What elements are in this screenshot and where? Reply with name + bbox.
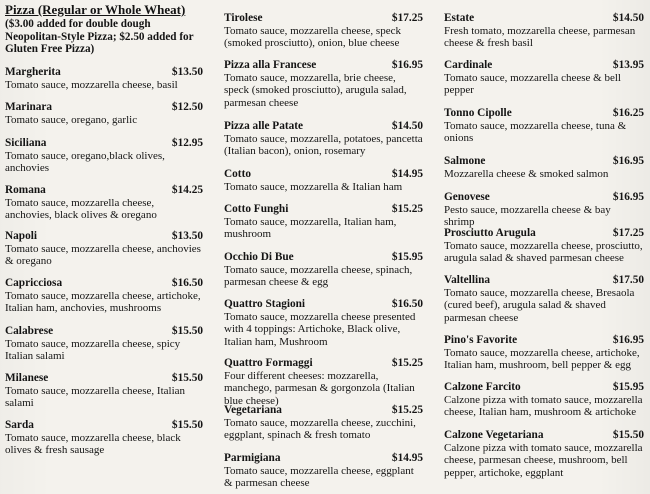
menu-item-row bbox=[5, 230, 203, 243]
menu-item bbox=[5, 372, 203, 410]
item-price: $16.25 bbox=[612, 107, 644, 119]
item-description: Calzone pizza with tomato sauce, mozzarella cheese, Italian ham, mushroom & artichoke bbox=[444, 394, 643, 419]
item-name: Cotto bbox=[224, 168, 251, 180]
item-price: $14.25 bbox=[171, 184, 203, 196]
menu-item bbox=[444, 227, 644, 265]
menu-item bbox=[5, 66, 203, 91]
menu-item-row bbox=[444, 381, 644, 394]
item-name: Vegetariana bbox=[224, 404, 282, 416]
menu-item-row bbox=[5, 277, 203, 290]
item-price: $15.25 bbox=[391, 357, 423, 369]
menu-item-row bbox=[224, 12, 423, 25]
item-price: $15.25 bbox=[391, 203, 423, 215]
item-price: $14.50 bbox=[391, 120, 423, 132]
menu-item bbox=[5, 419, 203, 457]
item-name: Estate bbox=[444, 12, 475, 24]
menu-item-row bbox=[5, 137, 203, 150]
item-price: $12.50 bbox=[171, 101, 203, 113]
item-price: $15.50 bbox=[171, 325, 203, 337]
menu-item bbox=[224, 251, 423, 289]
menu-item bbox=[5, 137, 203, 175]
menu-item-row bbox=[444, 429, 644, 442]
item-description: Tomato sauce, mozzarella cheese, Bresaola (cured beef), arugula salad & shaved parmesan cheese bbox=[444, 287, 635, 324]
item-description: Tomato sauce, mozzarella cheese, artichoke, Italian ham, anchovies, mushrooms bbox=[5, 290, 201, 315]
item-description: Tomato sauce, mozzarella cheese presented with 4 toppings: Artichoke, Black olive, Italian ham, Mushroom bbox=[224, 311, 416, 348]
menu-item-row bbox=[224, 298, 423, 311]
item-price: $14.95 bbox=[391, 168, 423, 180]
menu-item-row bbox=[444, 334, 644, 347]
item-description: Tomato sauce, mozzarella cheese, spinach, parmesan cheese & egg bbox=[224, 264, 413, 289]
item-description: Mozzarella cheese & smoked salmon bbox=[444, 168, 609, 180]
item-price: $15.25 bbox=[391, 404, 423, 416]
menu-item bbox=[5, 230, 203, 268]
item-price: $16.50 bbox=[171, 277, 203, 289]
item-name: Quattro Stagioni bbox=[224, 298, 306, 310]
item-name: Calzone Vegetariana bbox=[444, 429, 544, 441]
menu-item bbox=[5, 277, 203, 315]
menu-item bbox=[224, 59, 423, 109]
item-description: Tomato sauce, mozzarella cheese, basil bbox=[5, 79, 178, 91]
item-description: Tomato sauce, mozzarella, brie cheese, speck (smoked prosciutto), arugula salad, parmesan cheese bbox=[224, 72, 407, 109]
item-name: Napoli bbox=[5, 230, 38, 242]
menu-item-row bbox=[224, 404, 423, 417]
menu-item-row bbox=[224, 357, 423, 370]
menu-item-row bbox=[5, 66, 203, 79]
menu-item bbox=[444, 381, 644, 419]
item-description: Tomato sauce, mozzarella cheese, prosciutto, arugula salad & shaved parmesan cheese bbox=[444, 240, 643, 265]
menu-item bbox=[5, 101, 203, 126]
menu-item bbox=[224, 203, 423, 241]
item-price: $14.95 bbox=[391, 452, 423, 464]
menu-item bbox=[224, 120, 423, 158]
item-price: $16.95 bbox=[391, 59, 423, 71]
menu-item-row bbox=[224, 251, 423, 264]
item-price: $16.95 bbox=[612, 155, 644, 167]
menu-item-row bbox=[444, 59, 644, 72]
menu-item bbox=[224, 298, 423, 348]
item-name: Cotto Funghi bbox=[224, 203, 289, 215]
item-name: Salmone bbox=[444, 155, 486, 167]
item-name: Cardinale bbox=[444, 59, 493, 71]
item-price: $12.95 bbox=[171, 137, 203, 149]
item-description: Tomato sauce, mozzarella cheese & bell pepper bbox=[444, 72, 621, 97]
item-name: Genovese bbox=[444, 191, 490, 203]
item-description: Tomato sauce, mozzarella cheese, anchovies & oregano bbox=[5, 243, 201, 268]
item-price: $17.50 bbox=[612, 274, 644, 286]
item-description: Tomato sauce, mozzarella, Italian ham, mushroom bbox=[224, 216, 397, 241]
item-description: Tomato sauce, mozzarella cheese, tuna & onions bbox=[444, 120, 627, 145]
menu-item-row bbox=[5, 372, 203, 385]
item-description: Tomato sauce, mozzarella cheese, zucchini, eggplant, spinach & fresh tomato bbox=[224, 417, 416, 442]
item-price: $14.50 bbox=[612, 12, 644, 24]
menu-item-row bbox=[224, 59, 423, 72]
menu-item-row bbox=[5, 325, 203, 338]
menu-item bbox=[224, 452, 423, 490]
section-note: ($3.00 added for double dough Neopolitan-Style Pizza; $2.50 added for Gluten Free Pizza) bbox=[5, 18, 194, 55]
item-name: Tonno Cipolle bbox=[444, 107, 512, 119]
item-name: Parmigiana bbox=[224, 452, 281, 464]
item-name: Marinara bbox=[5, 101, 53, 113]
item-price: $15.50 bbox=[612, 429, 644, 441]
item-description: Fresh tomato, mozzarella cheese, parmesan cheese & fresh basil bbox=[444, 25, 636, 50]
item-name: Valtellina bbox=[444, 274, 491, 286]
menu-item-row bbox=[224, 452, 423, 465]
item-price: $16.95 bbox=[612, 334, 644, 346]
item-name: Pizza alla Francese bbox=[224, 59, 317, 71]
item-description: Tomato sauce, mozzarella cheese, Italian salami bbox=[5, 385, 186, 410]
section-title: Pizza (Regular or Whole Wheat) bbox=[5, 2, 186, 17]
menu-column-1 bbox=[5, 0, 203, 457]
menu-item-row bbox=[444, 227, 644, 240]
menu-item-row bbox=[444, 191, 644, 204]
menu-item-row bbox=[444, 12, 644, 25]
menu-header bbox=[5, 3, 203, 56]
menu-item bbox=[444, 107, 644, 145]
menu-item bbox=[5, 184, 203, 222]
item-name: Capricciosa bbox=[5, 277, 63, 289]
item-description: Tomato sauce, mozzarella & Italian ham bbox=[224, 181, 403, 193]
item-name: Margherita bbox=[5, 66, 61, 78]
item-price: $17.25 bbox=[612, 227, 644, 239]
item-name: Occhio Di Bue bbox=[224, 251, 294, 263]
item-description: Tomato sauce, mozzarella cheese, black olives & fresh sausage bbox=[5, 432, 181, 457]
item-name: Calzone Farcito bbox=[444, 381, 521, 393]
menu-item-row bbox=[444, 155, 644, 168]
item-description: Tomato sauce, mozzarella cheese, spicy Italian salami bbox=[5, 338, 181, 363]
item-name: Quattro Formaggi bbox=[224, 357, 313, 369]
menu-item bbox=[444, 429, 644, 479]
menu-item bbox=[224, 357, 423, 407]
menu-item-row bbox=[5, 101, 203, 114]
item-price: $15.50 bbox=[171, 372, 203, 384]
menu-item bbox=[444, 12, 644, 50]
menu-item bbox=[444, 155, 644, 180]
item-price: $15.95 bbox=[391, 251, 423, 263]
menu-item bbox=[224, 12, 423, 50]
item-name: Pizza alle Patate bbox=[224, 120, 304, 132]
menu-item bbox=[444, 191, 644, 229]
item-name: Tirolese bbox=[224, 12, 263, 24]
menu-item bbox=[224, 404, 423, 442]
item-price: $15.50 bbox=[171, 419, 203, 431]
item-description: Four different cheeses: mozzarella, manchego, parmesan & gorgonzola (Italian blue cheese) bbox=[224, 370, 415, 407]
item-name: Sarda bbox=[5, 419, 34, 431]
menu-item-row bbox=[444, 274, 644, 287]
menu-item-row bbox=[5, 184, 203, 197]
menu-item-row bbox=[5, 419, 203, 432]
menu-item bbox=[224, 168, 423, 193]
item-price: $13.50 bbox=[171, 66, 203, 78]
item-description: Tomato sauce, mozzarella cheese, speck (smoked prosciutto), onion, blue cheese bbox=[224, 25, 401, 50]
item-name: Siciliana bbox=[5, 137, 47, 149]
item-name: Romana bbox=[5, 184, 46, 196]
item-name: Prosciutto Arugula bbox=[444, 227, 536, 239]
item-description: Tomato sauce, mozzarella, potatoes, pancetta (Italian bacon), onion, rosemary bbox=[224, 133, 423, 158]
menu-item-row bbox=[444, 107, 644, 120]
item-description: Tomato sauce, oregano, garlic bbox=[5, 114, 138, 126]
item-name: Pino's Favorite bbox=[444, 334, 518, 346]
menu-item bbox=[444, 59, 644, 97]
item-description: Pesto sauce, mozzarella cheese & bay shrimp bbox=[444, 204, 611, 229]
item-price: $16.50 bbox=[391, 298, 423, 310]
item-name: Milanese bbox=[5, 372, 49, 384]
item-price: $17.25 bbox=[391, 12, 423, 24]
item-name: Calabrese bbox=[5, 325, 54, 337]
menu-item-row bbox=[224, 120, 423, 133]
item-description: Tomato sauce, mozzarella cheese, anchovies, black olives & oregano bbox=[5, 197, 157, 222]
item-price: $13.50 bbox=[171, 230, 203, 242]
menu-item bbox=[444, 274, 644, 324]
item-description: Tomato sauce, mozzarella cheese, artichoke, Italian ham, mushroom, bell pepper & egg bbox=[444, 347, 640, 372]
menu-item bbox=[444, 334, 644, 372]
item-price: $15.95 bbox=[612, 381, 644, 393]
item-description: Tomato sauce, oregano,black olives, anchovies bbox=[5, 150, 165, 175]
item-description: Tomato sauce, mozzarella cheese, eggplant & parmesan cheese bbox=[224, 465, 414, 490]
item-price: $13.95 bbox=[612, 59, 644, 71]
menu-item-row bbox=[224, 203, 423, 216]
menu-item bbox=[5, 325, 203, 363]
item-description: Calzone pizza with tomato sauce, mozzarella cheese, parmesan cheese, mushroom, bell pepper, artichoke, eggplant bbox=[444, 442, 643, 479]
menu-item-row bbox=[224, 168, 423, 181]
item-price: $16.95 bbox=[612, 191, 644, 203]
